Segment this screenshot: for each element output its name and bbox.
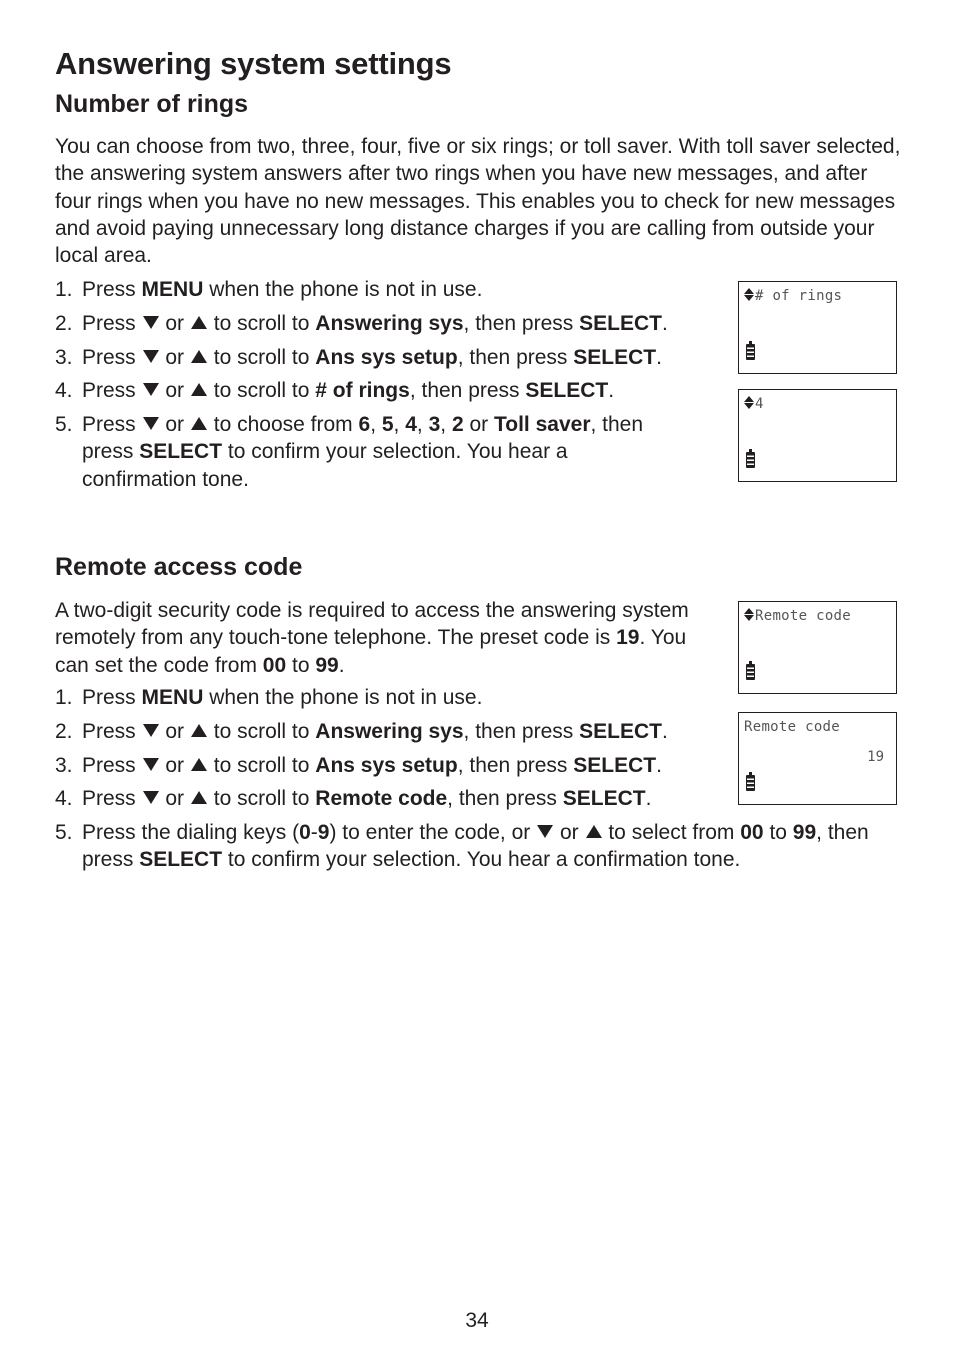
lcd-screen-remote-menu [738, 601, 897, 694]
option-6: 6 [358, 413, 371, 437]
menu-target: Answering sys [315, 719, 464, 743]
step-text: ) to enter the code, or [329, 821, 531, 845]
select-key-label: SELECT [579, 719, 662, 743]
up-arrow-icon [191, 383, 207, 396]
dial-key-0: 0 [299, 821, 311, 845]
select-key-label: SELECT [525, 379, 609, 403]
step-text: Press [82, 345, 136, 369]
list-item [55, 819, 915, 874]
battery-icon [746, 664, 755, 680]
preset-code: 19 [616, 626, 640, 650]
menu-key-label: MENU [141, 278, 204, 301]
step-text: Press the dialing keys ( [82, 821, 300, 845]
scroll-arrows-icon [744, 396, 754, 410]
step-text: to [769, 821, 787, 845]
code-min: 00 [740, 821, 764, 845]
menu-key-label: MENU [141, 686, 204, 709]
up-arrow-icon [191, 350, 207, 363]
down-arrow-icon [143, 350, 159, 363]
step-text: or [559, 821, 579, 845]
step-text: . [656, 753, 662, 777]
down-arrow-icon [537, 825, 553, 838]
code-min: 00 [262, 653, 287, 677]
step-text: or [165, 413, 185, 437]
option-4: 4 [405, 413, 417, 437]
up-arrow-icon [191, 758, 207, 771]
step-text: to scroll to [213, 753, 310, 777]
dial-key-9: 9 [317, 821, 330, 845]
down-arrow-icon [143, 758, 159, 771]
list-item: 5. Press or to choose from 6, 5, 4, 3, 2 or Toll saver, then press SELECT to confirm your selection. You hear a confirmation tone. [55, 413, 644, 491]
intro-text: A two-digit security code is required to access the answering system remotely from any touch-tone telephone. The preset code is [55, 599, 689, 650]
step-text: to confirm your selection. You hear a confirmation tone. [82, 440, 568, 491]
option-3: 3 [428, 413, 441, 437]
step-number: 1. [55, 278, 73, 301]
step-number: 5. [55, 821, 73, 845]
step-text: to scroll to [213, 719, 310, 743]
code-max: 99 [315, 653, 339, 677]
up-arrow-icon [191, 316, 207, 329]
step-text: , then press [457, 753, 568, 777]
step-number: 4. [55, 379, 73, 403]
step-text: to select from [608, 821, 735, 845]
step-number: 3. [55, 345, 73, 369]
down-arrow-icon [143, 383, 159, 396]
select-key-label: SELECT [573, 345, 657, 369]
step-text: Press [82, 719, 136, 743]
step-text: to confirm your selection. You hear a confirmation tone. [227, 848, 741, 872]
battery-icon [746, 775, 755, 791]
step-text: or [165, 787, 185, 811]
intro-text: . You can set the code from [55, 626, 687, 677]
step-text: to scroll to [213, 345, 310, 369]
step-text: . [608, 379, 615, 403]
step-number: 5. [55, 413, 73, 437]
down-arrow-icon [143, 316, 159, 329]
lcd-line [744, 608, 851, 624]
step-text: Press [82, 753, 136, 777]
up-arrow-icon [191, 724, 207, 737]
remote-heading: Remote access code [55, 553, 303, 581]
down-arrow-icon [143, 791, 159, 804]
page-title: Answering system settings [55, 46, 452, 81]
code-max: 99 [792, 821, 817, 845]
lcd-line [744, 719, 840, 735]
step-text: or [165, 719, 185, 743]
step-text: , then press [447, 787, 557, 811]
step-text: when the phone is not in use. [209, 278, 483, 301]
step-text: or [165, 345, 185, 369]
rings-intro: You can choose from two, three, four, five or six rings; or toll saver. With toll saver selected, the answering system answers after two rings when you have new messages, and after four rings when you have no new messages. This enables you to check for new messages and avoid paying unnecessary long distance charges if you are calling from outside your local area. [55, 135, 901, 268]
menu-target: Ans sys setup [315, 753, 458, 777]
up-arrow-icon [586, 825, 602, 838]
step-text: or [165, 753, 185, 777]
menu-target: Remote code [315, 787, 448, 811]
lcd-line [744, 288, 842, 304]
step-number: 1. [55, 686, 73, 709]
select-key-label: SELECT [139, 440, 223, 464]
rings-heading: Number of rings [55, 90, 249, 118]
step-number: 4. [55, 787, 73, 811]
step-text: , then press [463, 311, 574, 335]
select-key-label: SELECT [139, 848, 223, 872]
step-text: . [661, 719, 668, 743]
step-text: Press [82, 379, 136, 403]
step-text: to scroll to [213, 787, 310, 811]
list-item [55, 310, 725, 337]
list-item [55, 344, 725, 371]
rings-steps [55, 276, 725, 500]
lcd-screen-remote-value [738, 712, 897, 805]
lcd-text: Remote code [755, 608, 852, 624]
lcd-line [744, 396, 764, 412]
step-text: when the phone is not in use. [209, 686, 483, 709]
lcd-screen-rings-value [738, 389, 897, 482]
up-arrow-icon [191, 417, 207, 430]
step-text: - [310, 821, 318, 845]
list-item [55, 377, 725, 404]
step-text: Press [82, 787, 136, 811]
option-5: 5 [381, 413, 394, 437]
step-text: Press [82, 413, 136, 437]
lcd-text: Remote code [744, 719, 841, 735]
step-text: . [656, 345, 662, 369]
intro-text: to [292, 653, 310, 677]
down-arrow-icon [143, 417, 159, 430]
step-number: 2. [55, 311, 73, 335]
option-toll-saver: Toll saver [494, 413, 591, 437]
step-text: , then press [457, 345, 568, 369]
up-arrow-icon [191, 791, 207, 804]
menu-target: # of rings [315, 379, 410, 403]
step-text: Press [82, 686, 136, 709]
select-key-label: SELECT [573, 753, 657, 777]
step-text: to choose from [213, 413, 353, 437]
step-text: then press [82, 413, 644, 464]
intro-text: . [338, 653, 345, 677]
remote-intro [55, 597, 725, 679]
battery-icon [746, 452, 755, 468]
lcd-text: 4 [755, 396, 764, 412]
list-item [55, 276, 725, 303]
lcd-text: # of rings [755, 288, 843, 304]
scroll-arrows-icon [744, 608, 754, 622]
step-text: . [661, 311, 668, 335]
scroll-arrows-icon [744, 288, 754, 302]
lcd-line: 19 [867, 749, 884, 765]
step-number: 2. [55, 719, 73, 743]
step-text: to scroll to [213, 379, 310, 403]
step-text: , then press [463, 719, 574, 743]
step-number: 3. [55, 753, 73, 777]
step-text: to scroll to [213, 311, 310, 335]
select-key-label: SELECT [579, 311, 662, 335]
step-text: or [469, 413, 489, 437]
step-text: Press [82, 311, 136, 335]
select-key-label: SELECT [562, 787, 646, 811]
step-text: . [645, 787, 652, 811]
step-text: Press [82, 278, 136, 301]
page-number: 34 [465, 1309, 489, 1332]
battery-icon [746, 344, 755, 360]
step-text: , then press [409, 379, 520, 403]
option-2: 2 [451, 413, 464, 437]
menu-target: Ans sys setup [315, 345, 458, 369]
menu-target: Answering sys [315, 311, 464, 335]
down-arrow-icon [143, 724, 159, 737]
step-text: or [165, 311, 185, 335]
lcd-screen-rings-menu [738, 281, 897, 374]
step-text: or [165, 379, 185, 403]
step-text: , then press [82, 821, 869, 872]
